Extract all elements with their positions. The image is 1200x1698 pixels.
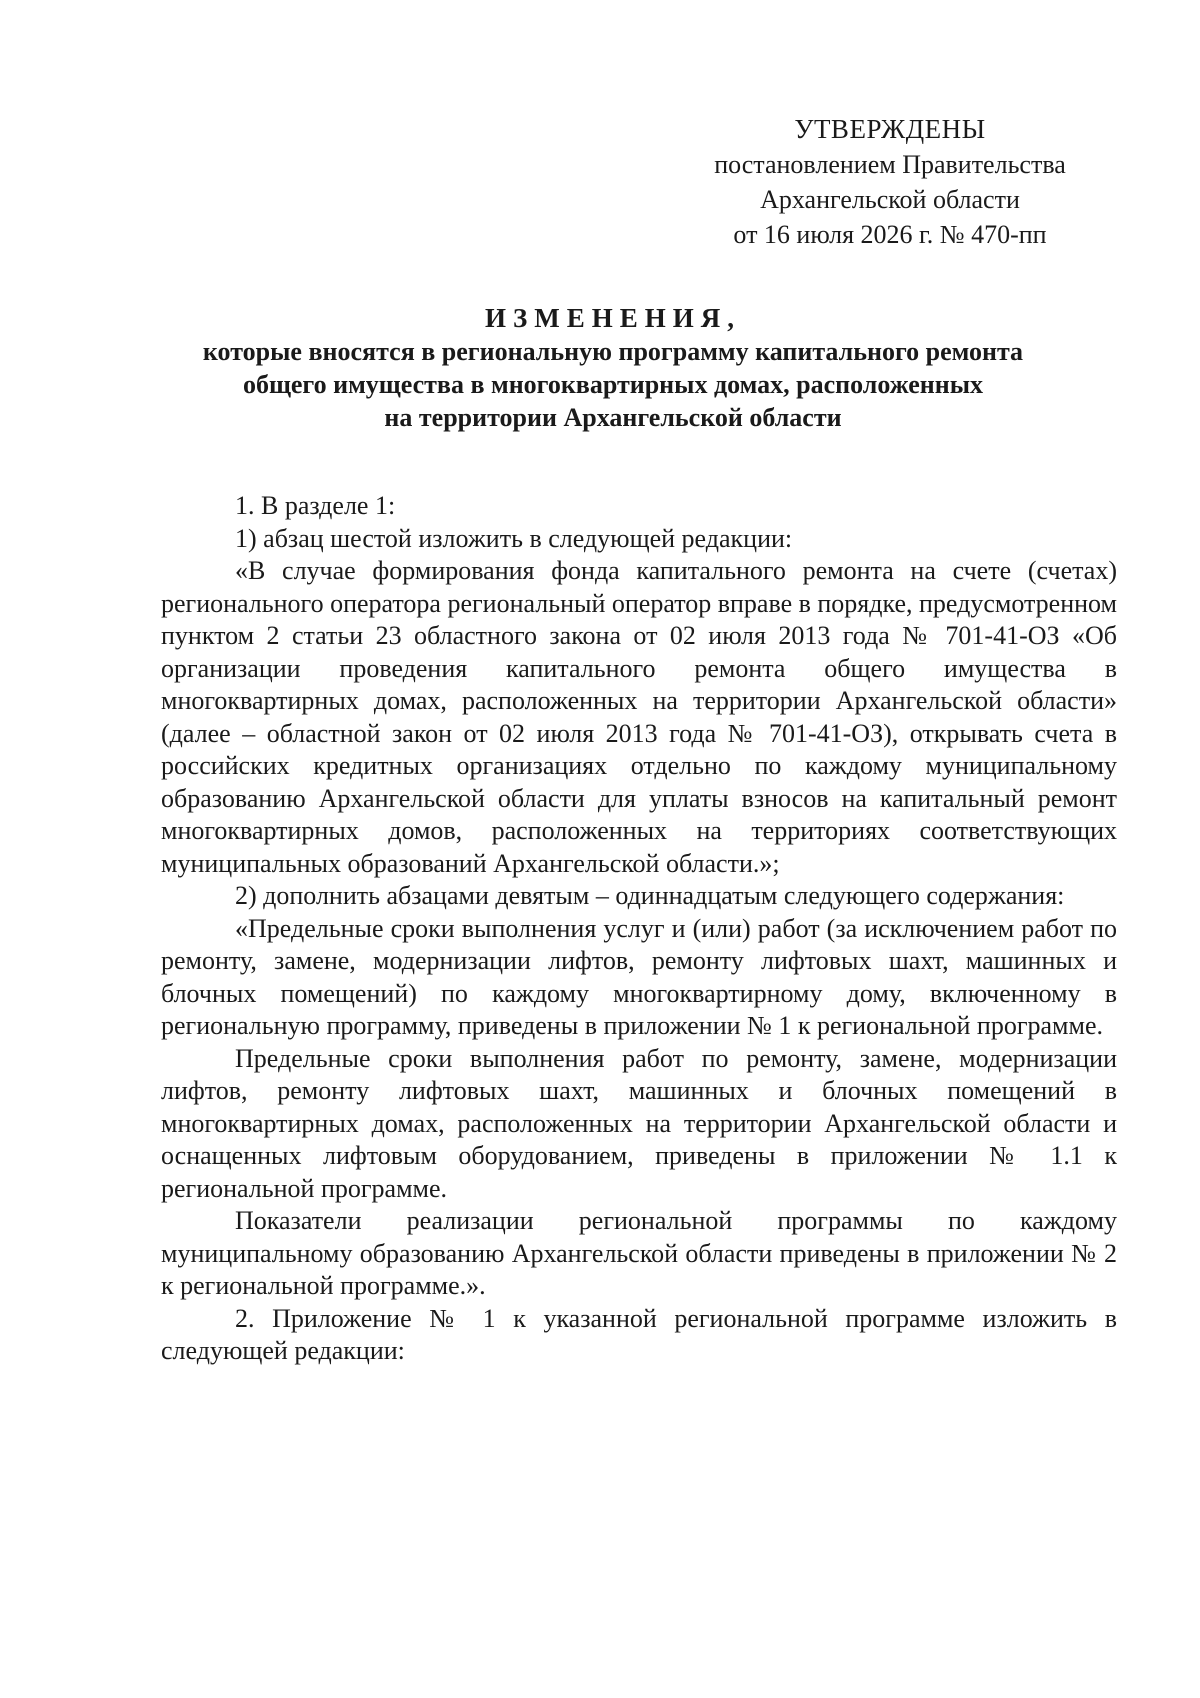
title-line: на территории Архангельской области (384, 403, 842, 432)
approval-stamp (690, 112, 1090, 252)
approval-heading: УТВЕРЖДЕНЫ (794, 114, 986, 144)
approval-line: постановлением Правительства (714, 150, 1066, 179)
title-line: которые вносятся в региональную программу капитального ремонта (202, 337, 1024, 366)
paragraph: Предельные сроки выполнения работ по ремонту, замене, модернизации лифтов, ремонту лифтовых шахт, машинных и блочных помещений в многоквартирных домах, расположенных на территории Архангельской области и оснащенных лифтовым оборудованием, приведены в приложении № 1.1 к региональной программе. (161, 1043, 1117, 1203)
approval-date-number: от 16 июля 2026 г. № 470-пп (733, 220, 1047, 249)
document-title (150, 302, 1076, 434)
paragraph: «Предельные сроки выполнения услуг и (или) работ (за исключением работ по ремонту, замене, модернизации лифтов, ремонту лифтовых шахт, машинных и блочных помещений) по каждому многоквартирному дому, включенному в региональную программу, приведены в приложении № 1 к региональной программе. (161, 913, 1117, 1040)
paragraph: «В случае формирования фонда капитального ремонта на счете (счетах) регионального оператора региональный оператор вправе в порядке, предусмотренном пунктом 2 статьи 23 областного закона от 02 июля 2013 года № 701-41-ОЗ «Об организации проведения капитального ремонта общего имущества в многоквартирных домах, расположенных на территории Архангельской области» (далее – областной закон от 02 июля 2013 года № 701-41-ОЗ), открывать счета в российских кредитных организациях отдельно по каждому муниципальному образованию Архангельской области для уплаты взносов на капитальный ремонт многоквартирных домов, расположенных на территориях соответствующих муниципальных образований Архангельской области.»; (161, 556, 1118, 878)
paragraph: 2) дополнить абзацами девятым – одиннадцатым следующего содержания: (235, 881, 1065, 910)
title-main: ИЗМЕНЕНИЯ, (484, 303, 741, 333)
title-line: общего имущества в многоквартирных домах, расположенных (242, 370, 984, 399)
approval-line: Архангельской области (760, 185, 1020, 214)
paragraph: 1) абзац шестой изложить в следующей редакции: (235, 523, 793, 553)
paragraph: 2. Приложение № 1 к указанной региональной программе изложить в следующей редакции: (161, 1303, 1117, 1365)
paragraph: 1. В разделе 1: (235, 491, 396, 520)
document-body (161, 490, 1117, 1368)
paragraph: Показатели реализации региональной программы по каждому муниципальному образованию Архангельской области приведены в приложении № 2 к региональной программе.». (161, 1206, 1117, 1300)
